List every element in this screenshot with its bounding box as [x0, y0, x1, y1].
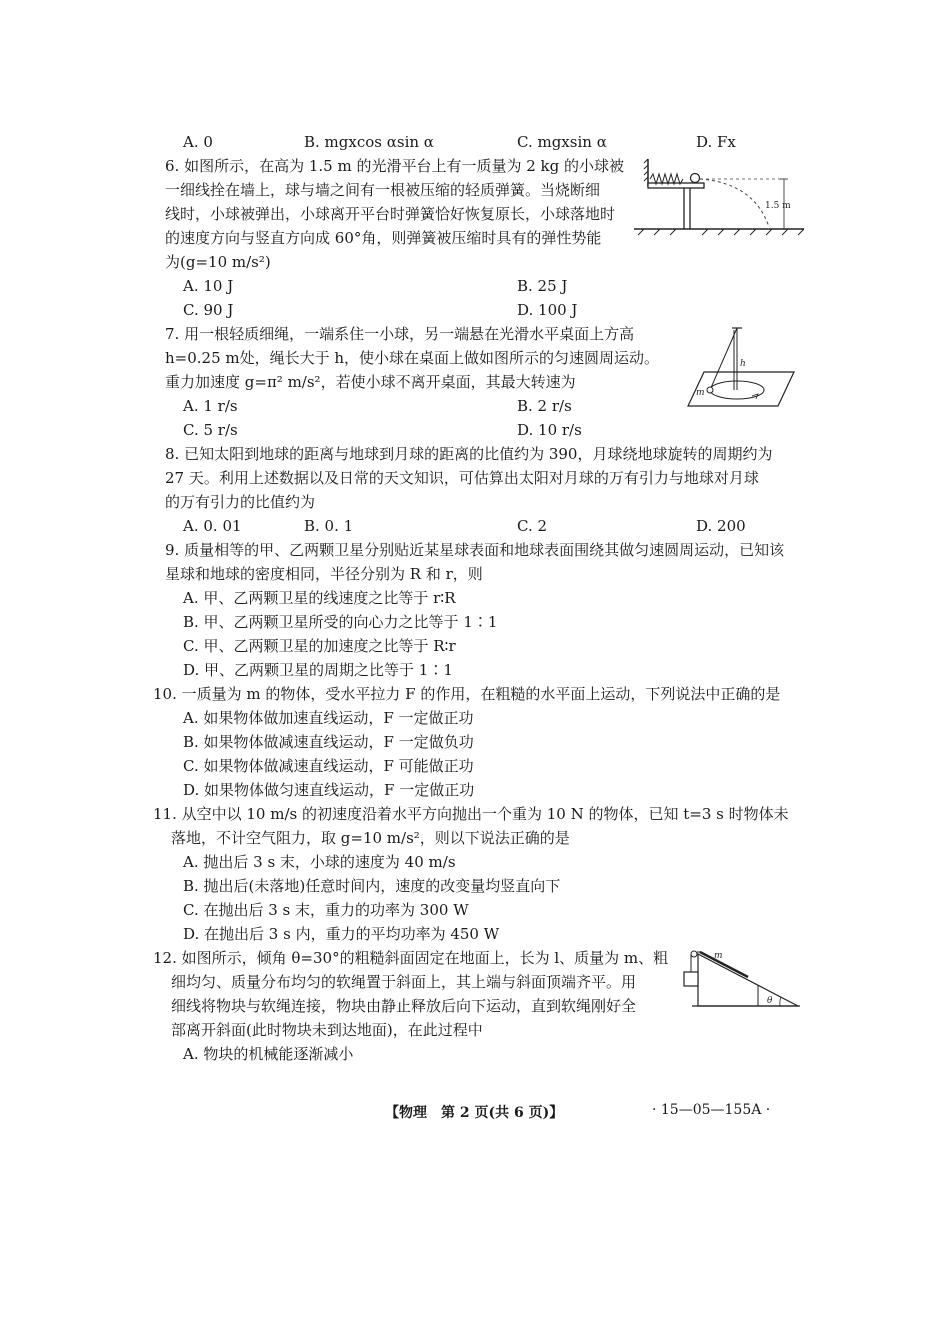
q12-theta-label: θ: [767, 996, 773, 1006]
q6-line: 一细线拴在墙上，球与墙之间有一根被压缩的轻质弹簧。当烧断细: [165, 181, 601, 199]
q7-line: 重力加速度 g=π² m/s²，若使小球不离开桌面，其最大转速为: [165, 373, 576, 391]
q6-line: 6. 如图所示，在高为 1.5 m 的光滑平台上有一质量为 2 kg 的小球被: [165, 157, 625, 175]
q8-line: 27 天。利用上述数据以及日常的天文知识，可估算出太阳对月球的万有引力与地球对月球: [165, 469, 759, 487]
q6-line: 线时，小球被弹出，小球离开平台时弹簧恰好恢复原长，小球落地时: [165, 205, 616, 223]
q7-option-c: C. 5 r/s: [183, 421, 238, 439]
q6-height-label: 1.5 m: [765, 201, 791, 211]
q12-line: 12. 如图所示，倾角 θ=30°的粗糙斜面固定在地面上，长为 l、质量为 m、粗: [153, 949, 669, 967]
q5-option-a: A. 0: [183, 133, 213, 151]
q11-line: 11. 从空中以 10 m/s 的初速度沿着水平方向抛出一个重为 10 N 的物体，已知 t=3 s 时物体未: [153, 805, 789, 823]
q8-option-b: B. 0. 1: [304, 517, 354, 535]
q10-option-d: D. 如果物体做匀速直线运动，F 一定做正功: [183, 781, 475, 799]
page-footer-title: 【物理 第 2 页(共 6 页)】: [385, 1105, 564, 1121]
q9-option-c: C. 甲、乙两颗卫星的加速度之比等于 R∶r: [183, 637, 456, 655]
q7-option-b: B. 2 r/s: [517, 397, 572, 415]
q11-option-b: B. 抛出后(未落地)任意时间内，速度的改变量均竖直向下: [183, 877, 561, 895]
q12-line: 细均匀、质量分布均匀的软绳置于斜面上，其上端与斜面顶端齐平。用: [171, 973, 637, 991]
q10-option-c: C. 如果物体做减速直线运动，F 可能做正功: [183, 757, 474, 775]
q9-option-d: D. 甲、乙两颗卫星的周期之比等于 1∶1: [183, 661, 453, 679]
q11-option-d: D. 在抛出后 3 s 内，重力的平均功率为 450 W: [183, 925, 500, 943]
q9-option-a: A. 甲、乙两颗卫星的线速度之比等于 r∶R: [183, 589, 456, 607]
q8-line: 8. 已知太阳到地球的距离与地球到月球的距离的比值约为 390，月球绕地球旋转的周期约为: [165, 445, 773, 463]
q11-line: 落地，不计空气阻力，取 g=10 m/s²，则以下说法正确的是: [171, 829, 570, 847]
q6-platform-spring-figure: [634, 155, 804, 240]
q8-option-c: C. 2: [517, 517, 548, 535]
q11-option-a: A. 抛出后 3 s 末，小球的速度为 40 m/s: [183, 853, 456, 871]
q7-conical-pendulum-figure: [682, 324, 802, 414]
q8-option-a: A. 0. 01: [183, 517, 242, 535]
q6-option-a: A. 10 J: [183, 277, 234, 295]
q5-option-d: D. Fx: [696, 133, 736, 151]
q7-option-d: D. 10 r/s: [517, 421, 582, 439]
q10-option-b: B. 如果物体做减速直线运动，F 一定做负功: [183, 733, 474, 751]
q12-line: 部离开斜面(此时物块未到达地面)，在此过程中: [171, 1021, 483, 1039]
page-footer-code: · 15—05—155A ·: [652, 1102, 771, 1118]
q9-line: 星球和地球的密度相同，半径分别为 R 和 r，则: [165, 565, 483, 583]
q6-line: 的速度方向与竖直方向成 60°角，则弹簧被压缩时具有的弹性势能: [165, 229, 602, 247]
q7-m-label: m: [696, 388, 705, 398]
q8-option-d: D. 200: [696, 517, 746, 535]
q9-option-b: B. 甲、乙两颗卫星所受的向心力之比等于 1∶1: [183, 613, 498, 631]
q6-option-d: D. 100 J: [517, 301, 578, 319]
q9-line: 9. 质量相等的甲、乙两颗卫星分别贴近某星球表面和地球表面围绕其做匀速圆周运动，已知该: [165, 541, 785, 559]
q11-option-c: C. 在抛出后 3 s 末，重力的功率为 300 W: [183, 901, 469, 919]
q7-h-label: h: [740, 359, 746, 369]
q6-option-c: C. 90 J: [183, 301, 234, 319]
q12-m-label: m: [714, 951, 723, 961]
q8-line: 的万有引力的比值约为: [165, 493, 316, 511]
q5-option-b: B. mgxcos αsin α: [304, 133, 434, 151]
q5-option-c: C. mgxsin α: [517, 133, 607, 151]
q7-option-a: A. 1 r/s: [183, 397, 238, 415]
q12-option-a: A. 物块的机械能逐渐减小: [183, 1045, 354, 1063]
q12-incline-figure: [670, 946, 802, 1012]
q10-option-a: A. 如果物体做加速直线运动，F 一定做正功: [183, 709, 474, 727]
q6-option-b: B. 25 J: [517, 277, 568, 295]
q10-line: 10. 一质量为 m 的物体，受水平拉力 F 的作用，在粗糙的水平面上运动，下列说法中正确的是: [153, 685, 781, 703]
q7-line: 7. 用一根轻质细绳，一端系住一小球，另一端悬在光滑水平桌面上方高: [165, 325, 635, 343]
q6-line: 为(g=10 m/s²): [165, 253, 271, 271]
q12-line: 细线将物块与软绳连接，物块由静止释放后向下运动，直到软绳刚好全: [171, 997, 637, 1015]
q7-line: h=0.25 m处，绳长大于 h，使小球在桌面上做如图所示的匀速圆周运动。: [165, 349, 660, 367]
